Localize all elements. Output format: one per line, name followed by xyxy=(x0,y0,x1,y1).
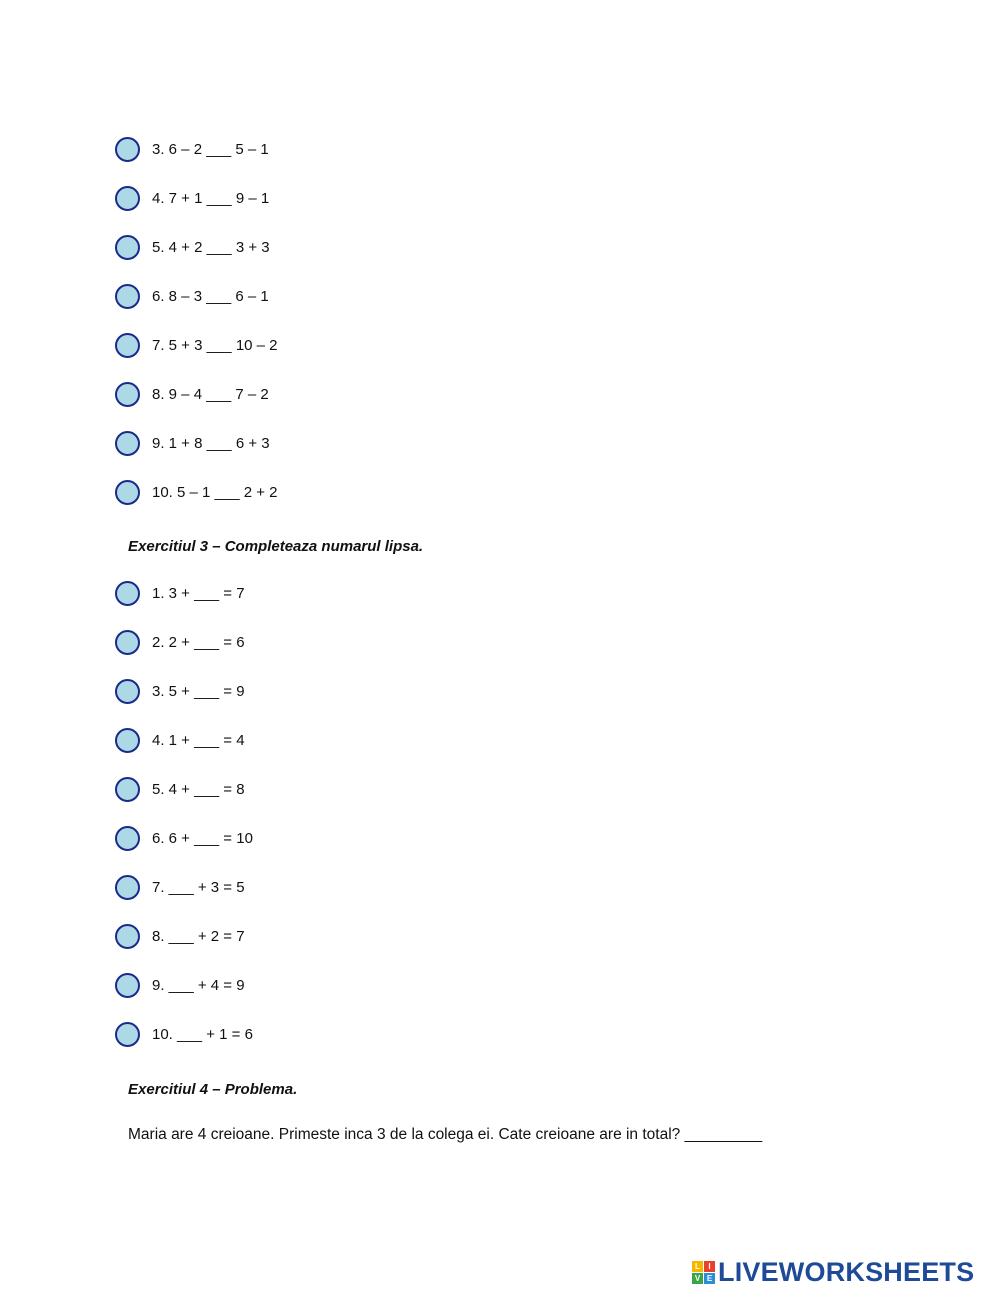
answer-circle[interactable] xyxy=(115,875,140,900)
exercise2-item xyxy=(115,379,269,409)
exercise3-item xyxy=(115,676,245,706)
answer-circle[interactable] xyxy=(115,581,140,606)
answer-circle[interactable] xyxy=(115,728,140,753)
item-text: 9. 1 + 8 ___ 6 + 3 xyxy=(152,434,270,452)
exercise3-item xyxy=(115,872,245,902)
exercise3-heading: Exercitiul 3 – Completeaza numarul lipsa. xyxy=(128,538,424,555)
item-text: 5. 4 + ___ = 8 xyxy=(152,780,245,798)
answer-circle[interactable] xyxy=(115,973,140,998)
item-text: 10. 5 – 1 ___ 2 + 2 xyxy=(152,483,278,501)
item-text: 9. ___ + 4 = 9 xyxy=(152,976,245,994)
problem-text: Maria are 4 creioane. Primeste inca 3 de la colega ei. Cate creioane are in total? _________ xyxy=(128,1126,763,1143)
item-text: 6. 6 + ___ = 10 xyxy=(152,829,253,847)
logo-text: LIVEWORKSHEETS xyxy=(718,1257,975,1287)
answer-circle[interactable] xyxy=(115,284,140,309)
item-text: 4. 1 + ___ = 4 xyxy=(152,731,245,749)
answer-circle[interactable] xyxy=(115,480,140,505)
liveworksheets-logo xyxy=(692,1257,974,1288)
answer-circle[interactable] xyxy=(115,826,140,851)
answer-circle[interactable] xyxy=(115,137,140,162)
exercise2-item xyxy=(115,428,270,458)
exercise2-item xyxy=(115,281,269,311)
answer-circle[interactable] xyxy=(115,333,140,358)
exercise3-item xyxy=(115,921,245,951)
exercise2-item xyxy=(115,134,269,164)
exercise2-item xyxy=(115,477,278,507)
logo-letter: E xyxy=(704,1273,715,1284)
exercise3-item xyxy=(115,1019,253,1049)
item-text: 7. ___ + 3 = 5 xyxy=(152,878,245,896)
exercise3-item xyxy=(115,823,253,853)
answer-circle[interactable] xyxy=(115,186,140,211)
answer-circle[interactable] xyxy=(115,924,140,949)
exercise3-item xyxy=(115,627,245,657)
exercise3-item xyxy=(115,578,245,608)
exercise3-item xyxy=(115,970,245,1000)
logo-mark-icon xyxy=(692,1261,715,1284)
exercise3-item xyxy=(115,725,245,755)
exercise4-heading: Exercitiul 4 – Problema. xyxy=(128,1081,298,1098)
exercise2-item xyxy=(115,232,270,262)
logo-letter: L xyxy=(692,1261,703,1272)
answer-circle[interactable] xyxy=(115,382,140,407)
item-text: 6. 8 – 3 ___ 6 – 1 xyxy=(152,287,269,305)
item-text: 8. ___ + 2 = 7 xyxy=(152,927,245,945)
exercise2-item xyxy=(115,330,278,360)
item-text: 4. 7 + 1 ___ 9 – 1 xyxy=(152,189,270,207)
answer-circle[interactable] xyxy=(115,777,140,802)
item-text: 10. ___ + 1 = 6 xyxy=(152,1025,253,1043)
item-text: 3. 5 + ___ = 9 xyxy=(152,682,245,700)
answer-circle[interactable] xyxy=(115,679,140,704)
item-text: 7. 5 + 3 ___ 10 – 2 xyxy=(152,336,278,354)
item-text: 5. 4 + 2 ___ 3 + 3 xyxy=(152,238,270,256)
item-text: 8. 9 – 4 ___ 7 – 2 xyxy=(152,385,269,403)
answer-circle[interactable] xyxy=(115,235,140,260)
answer-circle[interactable] xyxy=(115,431,140,456)
logo-letter: I xyxy=(704,1261,715,1272)
answer-circle[interactable] xyxy=(115,1022,140,1047)
item-text: 2. 2 + ___ = 6 xyxy=(152,633,245,651)
logo-letter: V xyxy=(692,1273,703,1284)
exercise3-item xyxy=(115,774,245,804)
exercise2-item xyxy=(115,183,269,213)
answer-circle[interactable] xyxy=(115,630,140,655)
item-text: 1. 3 + ___ = 7 xyxy=(152,584,245,602)
item-text: 3. 6 – 2 ___ 5 – 1 xyxy=(152,140,269,158)
